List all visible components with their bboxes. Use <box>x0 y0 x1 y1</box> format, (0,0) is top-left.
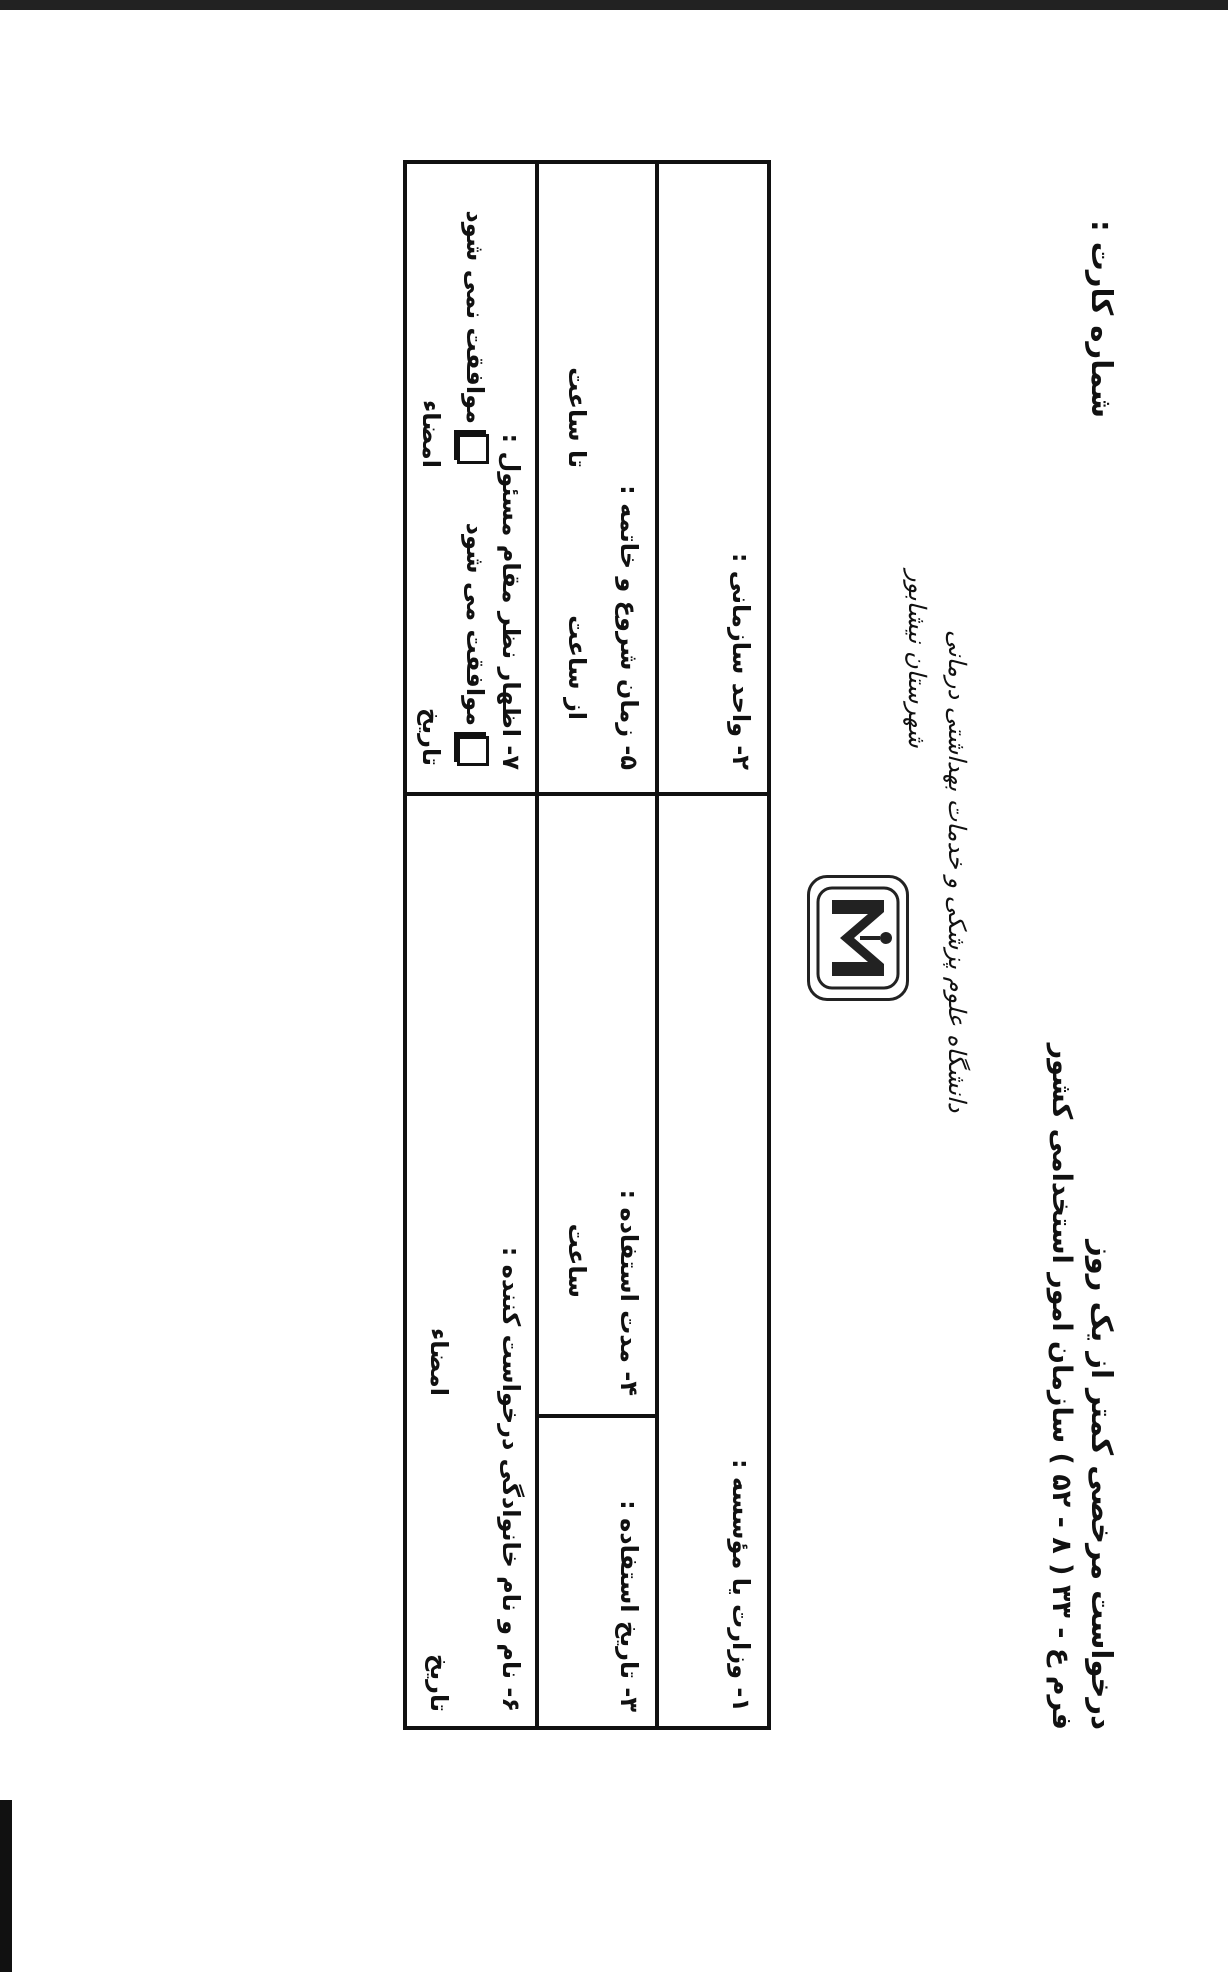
table-row <box>407 164 535 1726</box>
card-number-label: شماره کارت : <box>1085 220 1119 419</box>
requester-date: تاریخ <box>425 1653 453 1712</box>
unit-label: ۲- واحد سازمانی : <box>727 552 755 770</box>
rejected-label: موافقت نمی شود <box>461 210 489 424</box>
cell-divider <box>407 792 535 796</box>
approved-label: موافقت می شود <box>461 522 489 726</box>
time-label: ۵- زمان شروع و خاتمه : <box>615 485 643 770</box>
scan-left-edge <box>0 1800 12 1972</box>
cell-divider <box>539 1414 655 1418</box>
to-hour: تا ساعت <box>563 367 591 468</box>
university-name-line1: دانشگاه علوم پزشکی و خدمات بهداشتی درمانی <box>943 630 971 1113</box>
requester-label: ۶- نام و نام خانوادگی درخواست کننده : <box>497 1246 525 1712</box>
university-emblem-icon <box>807 875 909 1001</box>
leave-request-form <box>399 160 1119 1730</box>
official-date: تاریخ <box>417 707 445 766</box>
table-row <box>655 164 767 1726</box>
form-code: فرم ع - ۳۳ ( ۸ - ۵۲ ) سازمان امور استخدامی کشور <box>1046 1043 1077 1730</box>
form-table <box>403 160 771 1730</box>
table-row <box>535 164 655 1726</box>
rejected-checkbox[interactable] <box>457 434 489 464</box>
opinion-label: ۷- اظهار نظر مقام مسئول : <box>497 433 525 770</box>
approved-checkbox[interactable] <box>457 736 489 766</box>
usage-date-label: ۳- تاریخ استفاده : <box>615 1500 643 1712</box>
cell-divider <box>659 792 767 796</box>
cell-divider <box>539 792 655 796</box>
scan-top-edge <box>0 0 1228 10</box>
from-hour: از ساعت <box>563 615 591 720</box>
ministry-label: ۱- وزارت یا مؤسسه : <box>727 1458 755 1712</box>
duration-label: ۴- مدت استفاده : <box>615 1189 643 1396</box>
duration-unit: ساعت <box>563 1223 591 1298</box>
official-signature: امضاء <box>417 399 445 468</box>
university-name-line2: شهرستان نیشابور <box>903 570 931 748</box>
form-title: درخواست مرخصی کمتر از یک روز <box>1085 1240 1119 1730</box>
requester-signature: امضاء <box>425 1327 453 1396</box>
